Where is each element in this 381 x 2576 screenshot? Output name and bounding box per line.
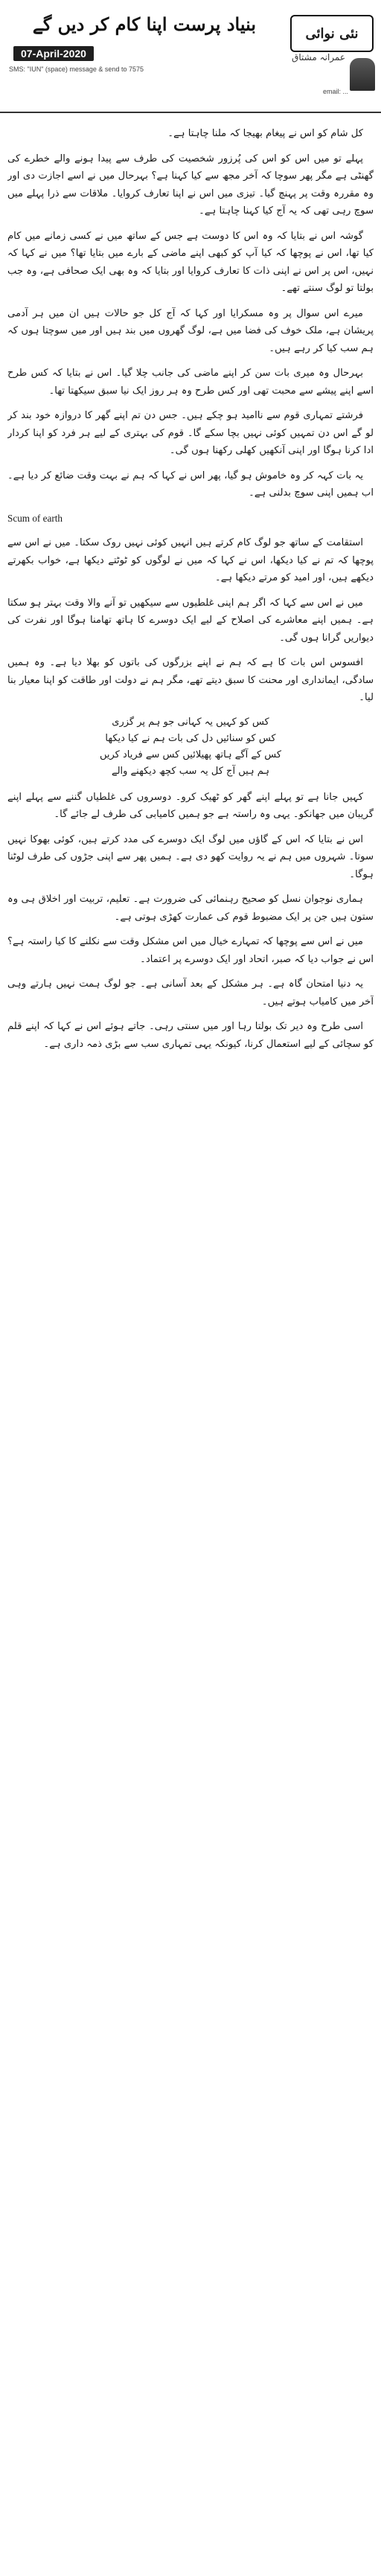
poem-verse (7, 714, 374, 780)
column-header (0, 0, 381, 113)
paragraph: میرے اس سوال پر وہ مسکرایا اور کہا کہ آج کل جو حالات ہیں ان میں ہر آدمی پریشان ہے، ملک خوف کی فضا میں ہے، لوگ گھروں میں بند ہیں اور میں سوچتا ہوں کہ ہم سب کیا کر رہے ہیں۔ (7, 307, 374, 354)
paragraph: پہلے تو میں اس کو اس کی پُرزور شخصیت کی طرف سے پیدا ہونے والے خطرے کی گھنٹی ہے مگر پھر سوچا کہ آخر مجھ سے کیا کہنا ہے؟ بہرحال میں نے اسے اجازت دی اور وہ مقررہ وقت پر پہنچ گیا۔ تیزی میں اس نے اپنا تعارف کروایا۔ ملاقات سے ذرا پہلے میں سوچ رہی تھی کہ یہ آج کیا کہنا چاہتا ہے۔ (7, 153, 374, 217)
column-title: بنیاد پرست اپنا کام کر دیں گے (32, 13, 256, 35)
paragraph: افسوس اس بات کا ہے کہ ہم نے اپنے بزرگوں کی باتوں کو بھلا دیا ہے۔ وہ ہمیں سادگی، ایمانداری اور محنت کا سبق دیتے تھے، مگر ہم نے دولت اور طاقت کو اپنا معیار بنا لیا۔ (7, 657, 374, 703)
publish-date: 07-April-2020 (13, 46, 94, 61)
paragraph: گوشہ اس نے بتایا کہ وہ اس کا دوست ہے جس کے ساتھ میں نے کسی زمانے میں کام کیا تھا، اس نے پوچھا کہ کیا آپ کو کبھی اپنے ماضی کے بارے میں بتایا تھا؟ میں نے کہا کہ نہیں، اس پر اس نے اپنی ذات کا تعارف کروایا اور بتایا کہ وہ بھی ایک صحافی ہے، وہ جب بولتا تو لوگ سنتے تھے۔ (7, 230, 374, 294)
paragraph: اس نے بتایا کہ اس کے گاؤں میں لوگ ایک دوسرے کی مدد کرتے ہیں، کوئی بھوکا نہیں سوتا۔ شہروں میں ہم نے یہ روایت کھو دی ہے۔ ہمیں پھر سے اپنی جڑوں کی طرف لوٹنا ہوگا۔ (7, 833, 374, 880)
sms-instructions: SMS: "IUN" (space) message & send to 7575 (9, 65, 144, 73)
paragraph: ہماری نوجوان نسل کو صحیح رہنمائی کی ضرورت ہے۔ تعلیم، تربیت اور اخلاق ہی وہ ستون ہیں جن پر ایک مضبوط قوم کی عمارت کھڑی ہوتی ہے۔ (7, 894, 374, 923)
column-logo-text: نئی نوائی (305, 25, 359, 42)
poem-line: کس کو کہیں یہ کہانی جو ہم پر گزری (112, 716, 269, 728)
paragraph: کل شام کو اس نے پیغام بھیجا کہ ملنا چاہتا ہے۔ (167, 128, 363, 139)
paragraph: کہیں جانا ہے تو پہلے اپنے گھر کو ٹھیک کرو۔ دوسروں کی غلطیاں گننے سے پہلے اپنے گریبان میں جھانکو۔ یہی وہ راستہ ہے جو ہمیں کامیابی کی طرف لے جائے گا۔ (7, 791, 374, 820)
paragraph: یہ دنیا امتحان گاہ ہے۔ ہر مشکل کے بعد آسانی ہے۔ جو لوگ ہمت نہیں ہارتے وہی آخر میں کامیاب ہوتے ہیں۔ (7, 978, 374, 1007)
paragraph: فرشتے تمہاری قوم سے ناامید ہو چکے ہیں۔ جس دن تم اپنے گھر کا دروازہ خود بند کر لو گے اس دن تمہیں کوئی نہیں بچا سکے گا۔ قوم کی بہتری کے لیے ہر فرد کو اپنا کردار ادا کرنا ہوگا اور اپنی آنکھیں کھلی رکھنا ہوں گی۔ (7, 410, 374, 456)
author-name: عمرانہ مشتاق (292, 52, 345, 63)
author-email: email: ... (322, 88, 348, 95)
poem-line: کس کے آگے ہاتھ پھیلائیں کس سے فریاد کریں (99, 749, 282, 760)
paragraph: میں نے اس سے کہا کہ اگر ہم اپنی غلطیوں سے سیکھیں تو آنے والا وقت بہتر ہو سکتا ہے۔ ہمیں اپنے معاشرے کی اصلاح کے لیے ایک دوسرے کا ہاتھ تھامنا ہوگا اور نفرت کی دیواریں گرانا ہوں گی۔ (7, 597, 374, 644)
article-body (7, 125, 374, 2561)
paragraph: یہ بات کہہ کر وہ خاموش ہو گیا، پھر اس نے کہا کہ ہم نے بہت وقت ضائع کر دیا ہے۔ اب ہمیں اپنی سوچ بدلنی ہے۔ (7, 470, 374, 499)
paragraph: استقامت کے ساتھ جو لوگ کام کرتے ہیں انہیں کوئی نہیں روک سکتا۔ میں نے اس سے پوچھا کہ تم نے کیا دیکھا، اس نے کہا کہ میں نے لوگوں کو ٹوٹتے دیکھا ہے، خواب بکھرتے دیکھے ہیں، اور امید کو مرتے دیکھا ہے۔ (7, 537, 374, 583)
paragraph: میں نے اس سے پوچھا کہ تمہارے خیال میں اس مشکل وقت سے نکلنے کا کیا راستہ ہے؟ اس نے جواب دیا کہ صبر، اتحاد اور ایک دوسرے پر اعتماد۔ (7, 936, 374, 965)
english-phrase-text: Scum of earth (7, 512, 63, 524)
column-logo (290, 15, 374, 52)
author-portrait (350, 58, 375, 91)
poem-line: ہم ہیں آج کل یہ سب کچھ دیکھنے والے (111, 765, 270, 777)
paragraph: بہرحال وہ میری بات سن کر اپنے ماضی کی جانب چلا گیا۔ اس نے بتایا کہ کس طرح اسے اپنے پیشے سے محبت تھی اور کس طرح وہ ہر روز ایک نیا سبق سیکھتا تھا۔ (7, 368, 374, 397)
english-phrase (7, 510, 374, 528)
poem-line: کس کو سنائیں دل کی بات ہم نے کیا دیکھا (105, 732, 276, 744)
paragraph: اسی طرح وہ دیر تک بولتا رہا اور میں سنتی رہی۔ جاتے ہوئے اس نے کہا کہ اپنے قلم کو سچائی کے لیے استعمال کرنا، کیونکہ یہی تمہاری سب سے بڑی ذمہ داری ہے۔ (7, 1021, 374, 1050)
